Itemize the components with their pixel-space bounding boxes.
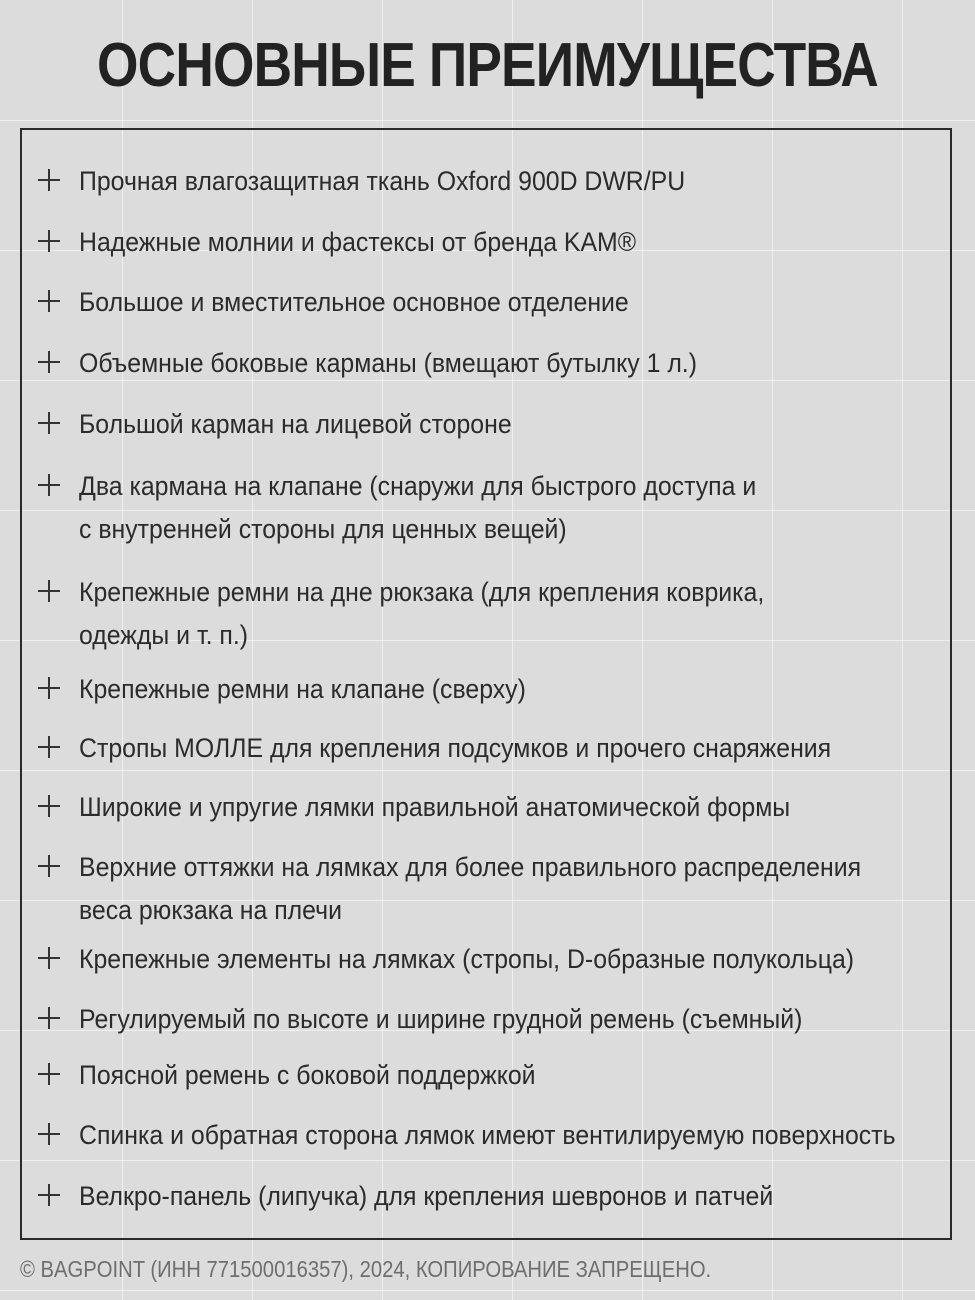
benefit-text: Поясной ремень с боковой поддержкой	[79, 1060, 536, 1090]
benefit-text: Крепежные элементы на лямках (стропы, D-образные полукольца)	[79, 944, 855, 974]
benefit-text: Прочная влагозащитная ткань Oxford 900D DWR/PU	[79, 166, 686, 196]
plus-icon	[38, 855, 60, 877]
benefit-text	[79, 571, 889, 657]
benefit-text: Объемные боковые карманы (вмещают бутылку 1 л.)	[79, 348, 697, 378]
plus-icon	[38, 1007, 60, 1029]
benefit-text-line: веса рюкзака на плечи	[79, 895, 342, 925]
benefit-text-line: Два кармана на клапане (снаружи для быстрого доступа и	[79, 471, 757, 501]
plus-icon	[38, 736, 60, 758]
benefit-text-line: Крепежные ремни на дне рюкзака (для крепления коврика,	[79, 577, 765, 607]
benefit-text	[79, 846, 889, 932]
plus-icon	[38, 580, 60, 602]
benefit-text: Широкие и упругие лямки правильной анатомической формы	[79, 792, 791, 822]
plus-icon	[38, 795, 60, 817]
benefit-text: Регулируемый по высоте и ширине грудной ремень (съемный)	[79, 1004, 803, 1034]
plus-icon	[38, 474, 60, 496]
copyright-notice: © BAGPOINT (ИНН 771500016357), 2024, КОПИРОВАНИЕ ЗАПРЕЩЕНО.	[20, 1256, 712, 1282]
benefit-text-line: одежды и т. п.)	[79, 620, 248, 650]
benefit-text-line: с внутренней стороны для ценных вещей)	[79, 514, 567, 544]
page-title: ОСНОВНЫЕ ПРЕИМУЩЕСТВА	[97, 31, 878, 100]
plus-icon	[38, 677, 60, 699]
benefit-text: Стропы МОЛЛЕ для крепления подсумков и прочего снаряжения	[79, 733, 832, 763]
plus-icon	[38, 1063, 60, 1085]
benefit-text-line: Верхние оттяжки на лямках для более правильного распределения	[79, 852, 862, 882]
plus-icon	[38, 290, 60, 312]
benefit-text	[79, 465, 889, 551]
plus-icon	[38, 169, 60, 191]
plus-icon	[38, 230, 60, 252]
plus-icon	[38, 947, 60, 969]
plus-icon	[38, 412, 60, 434]
benefit-text: Спинка и обратная сторона лямок имеют вентилируемую поверхность	[79, 1120, 896, 1150]
benefit-text: Большое и вместительное основное отделение	[79, 287, 629, 317]
benefit-text: Надежные молнии и фастексы от бренда KAM®	[79, 227, 637, 257]
plus-icon	[38, 1123, 60, 1145]
plus-icon	[38, 1184, 60, 1206]
plus-icon	[38, 351, 60, 373]
benefit-text: Велкро-панель (липучка) для крепления шевронов и патчей	[79, 1181, 774, 1211]
benefit-text: Большой карман на лицевой стороне	[79, 409, 512, 439]
benefit-text: Крепежные ремни на клапане (сверху)	[79, 674, 526, 704]
